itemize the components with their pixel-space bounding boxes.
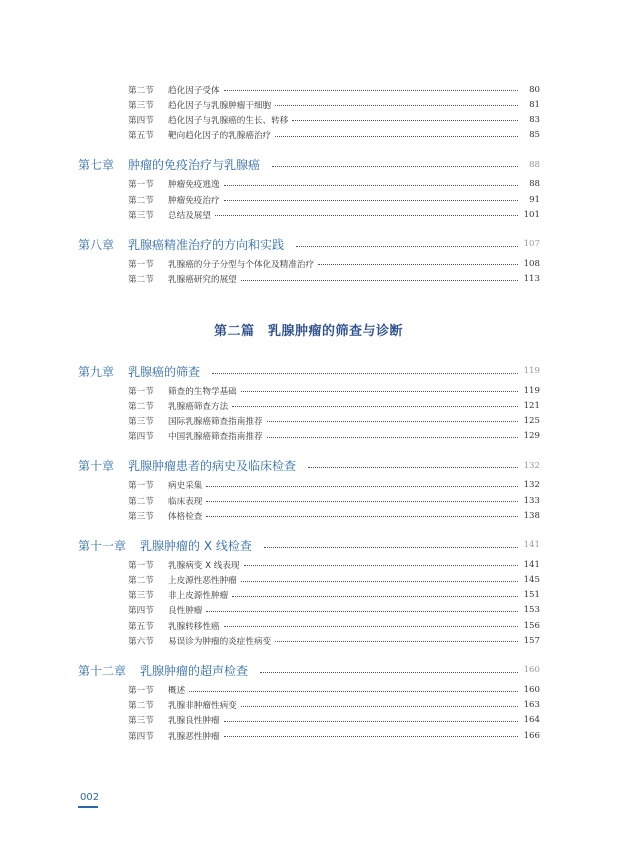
section-title: 乳腺癌筛查方法	[168, 401, 229, 412]
section-page: 164	[523, 715, 540, 726]
section-number: 第二节	[128, 701, 154, 712]
section-number: 第四节	[128, 606, 154, 617]
section-title: 上皮源性恶性肿瘤	[168, 576, 237, 587]
dot-leader	[292, 120, 518, 121]
toc-section[interactable]	[128, 478, 540, 493]
toc-section[interactable]	[128, 97, 540, 112]
section-page: 80	[529, 84, 540, 95]
dot-leader	[264, 547, 518, 548]
section-page: 119	[523, 385, 540, 396]
section-page: 88	[529, 179, 540, 190]
section-title: 乳腺病变 X 线表现	[168, 560, 240, 571]
dot-leader	[272, 166, 518, 167]
section-page: 129	[523, 431, 540, 442]
toc-chapter[interactable]	[78, 660, 540, 680]
section-title: 良性肿瘤	[168, 606, 203, 617]
toc-section[interactable]	[128, 633, 540, 648]
part-title: 第二篇 乳腺肿瘤的筛查与诊断	[213, 324, 403, 339]
section-page: 156	[523, 620, 540, 631]
section-title: 病史采集	[168, 481, 203, 492]
chapter-title: 乳腺肿瘤的超声检查	[140, 663, 249, 678]
dot-leader	[232, 406, 518, 407]
toc-chapter[interactable]	[78, 155, 540, 175]
chapter-title: 肿瘤的免疫治疗与乳腺癌	[128, 158, 261, 173]
section-number: 第二节	[128, 496, 154, 507]
dot-leader	[308, 467, 518, 468]
chapter-title: 乳腺肿瘤的 X 线检查	[140, 538, 252, 553]
section-title: 趋化因子与乳腺癌的生长、转移	[168, 115, 289, 126]
dot-leader	[224, 90, 518, 91]
toc-section[interactable]	[128, 112, 540, 127]
page-number: 002	[80, 792, 100, 803]
section-number: 第三节	[128, 100, 154, 111]
toc-section[interactable]	[128, 557, 540, 572]
section-page: 132	[523, 480, 540, 491]
chapter-number: 第十一章	[78, 538, 127, 553]
chapter-title: 乳腺癌的筛查	[128, 364, 201, 379]
section-title: 乳腺转移性癌	[168, 621, 220, 632]
section-page: 163	[523, 700, 540, 711]
dot-leader	[267, 421, 518, 422]
section-page: 81	[529, 99, 540, 110]
section-number: 第一节	[128, 386, 154, 397]
toc-section[interactable]	[128, 128, 540, 143]
toc-chapter[interactable]	[78, 535, 540, 555]
dot-leader	[241, 280, 518, 281]
toc-section[interactable]	[128, 413, 540, 428]
dot-leader	[318, 264, 518, 265]
dot-leader	[241, 706, 518, 707]
section-page: 160	[523, 685, 540, 696]
dot-leader	[206, 611, 518, 612]
section-title: 乳腺癌的分子分型与个体化及精准治疗	[168, 259, 315, 270]
section-number: 第五节	[128, 131, 154, 142]
dot-leader	[206, 486, 518, 487]
section-number: 第四节	[128, 115, 154, 126]
section-number: 第一节	[128, 481, 154, 492]
section-page: 121	[523, 400, 540, 411]
section-title: 概述	[168, 686, 186, 697]
dot-leader	[275, 136, 518, 137]
section-number: 第二节	[128, 401, 154, 412]
chapter-page: 107	[523, 239, 540, 250]
section-title: 趋化因子与乳腺肿瘤干细胞	[168, 100, 272, 111]
section-title: 筛查的生物学基础	[168, 386, 237, 397]
toc-section[interactable]	[128, 398, 540, 413]
section-number: 第五节	[128, 621, 154, 632]
toc-section[interactable]	[128, 207, 540, 222]
dot-leader	[267, 437, 518, 438]
toc-section[interactable]	[128, 493, 540, 508]
section-title: 临床表现	[168, 496, 203, 507]
section-page: 153	[523, 605, 540, 616]
chapter-number: 第八章	[78, 237, 115, 252]
dot-leader	[232, 596, 518, 597]
section-title: 国际乳腺癌筛查指南推荐	[168, 416, 263, 427]
toc-section[interactable]	[128, 618, 540, 633]
chapter-page: 141	[523, 540, 540, 551]
section-title: 乳腺良性肿瘤	[168, 716, 220, 727]
section-title: 肿瘤免疫逃逸	[168, 180, 220, 191]
section-title: 总结及展望	[168, 210, 211, 221]
dot-leader	[224, 721, 518, 722]
dot-leader	[189, 691, 518, 692]
section-page: 145	[523, 575, 540, 586]
dot-leader	[241, 391, 518, 392]
chapter-number: 第七章	[78, 158, 115, 173]
section-title: 体格检查	[168, 511, 203, 522]
chapter-page: 160	[523, 665, 540, 676]
section-page: 151	[523, 590, 540, 601]
toc-section[interactable]	[128, 177, 540, 192]
dot-leader	[296, 246, 518, 247]
toc-lower	[78, 361, 540, 743]
toc-section[interactable]	[128, 82, 540, 97]
section-page: 133	[523, 495, 540, 506]
section-title: 趋化因子受体	[168, 85, 220, 96]
section-title: 肿瘤免疫治疗	[168, 195, 220, 206]
chapter-number: 第十二章	[78, 663, 127, 678]
section-number: 第二节	[128, 275, 154, 286]
toc-section[interactable]	[128, 682, 540, 697]
section-number: 第三节	[128, 591, 154, 602]
section-number: 第四节	[128, 432, 154, 443]
section-page: 113	[523, 274, 540, 285]
section-page: 108	[523, 258, 540, 269]
section-number: 第一节	[128, 560, 154, 571]
toc-section[interactable]	[128, 573, 540, 588]
toc-section[interactable]	[128, 588, 540, 603]
chapter-page: 132	[523, 460, 540, 471]
chapter-title: 乳腺肿瘤患者的病史及临床检查	[128, 459, 297, 474]
chapter-page: 88	[529, 159, 540, 170]
dot-leader	[206, 501, 518, 502]
chapter-number: 第十章	[78, 459, 115, 474]
toc-section[interactable]	[128, 698, 540, 713]
toc-upper	[78, 82, 540, 287]
dot-leader	[244, 565, 518, 566]
section-number: 第三节	[128, 416, 154, 427]
chapter-number: 第九章	[78, 364, 115, 379]
toc-section[interactable]	[128, 728, 540, 743]
section-page: 85	[529, 130, 540, 141]
section-title: 中国乳腺癌筛查指南推荐	[168, 432, 263, 443]
toc-chapter[interactable]	[78, 361, 540, 381]
dot-leader	[224, 185, 518, 186]
dot-leader	[212, 373, 518, 374]
toc-section[interactable]	[128, 713, 540, 728]
section-number: 第一节	[128, 686, 154, 697]
toc-chapter[interactable]	[78, 456, 540, 476]
toc-section[interactable]	[128, 508, 540, 523]
section-page: 138	[523, 510, 540, 521]
section-title: 乳腺恶性肿瘤	[168, 731, 220, 742]
section-title: 非上皮源性肿瘤	[168, 591, 229, 602]
section-page: 157	[523, 635, 540, 646]
section-title: 乳腺非肿瘤性病变	[168, 701, 237, 712]
chapter-page: 119	[523, 366, 540, 376]
dot-leader	[275, 105, 518, 106]
dot-leader	[241, 581, 518, 582]
section-number: 第四节	[128, 731, 154, 742]
section-title: 乳腺癌研究的展望	[168, 275, 237, 286]
section-title: 靶向趋化因子的乳腺癌治疗	[168, 131, 272, 142]
section-number: 第一节	[128, 180, 154, 191]
toc-section[interactable]	[128, 383, 540, 398]
dot-leader	[275, 641, 518, 642]
dot-leader	[215, 215, 518, 216]
section-page: 141	[523, 559, 540, 570]
section-number: 第二节	[128, 195, 154, 206]
toc-section[interactable]	[128, 429, 540, 444]
section-page: 101	[523, 209, 540, 220]
section-page: 83	[529, 114, 540, 125]
page-number-underline	[78, 806, 98, 808]
toc-section[interactable]	[128, 256, 540, 271]
toc-section[interactable]	[128, 603, 540, 618]
section-number: 第二节	[128, 85, 154, 96]
dot-leader	[224, 736, 518, 737]
section-number: 第三节	[128, 511, 154, 522]
section-page: 125	[523, 415, 540, 426]
dot-leader	[224, 200, 518, 201]
toc-chapter[interactable]	[78, 234, 540, 254]
dot-leader	[260, 672, 518, 673]
section-number: 第二节	[128, 576, 154, 587]
dot-leader	[206, 516, 518, 517]
section-page: 91	[529, 194, 540, 205]
toc-section[interactable]	[128, 272, 540, 287]
section-number: 第六节	[128, 636, 154, 647]
toc-section[interactable]	[128, 192, 540, 207]
dot-leader	[224, 626, 518, 627]
section-title: 易误诊为肿瘤的炎症性病变	[168, 636, 272, 647]
chapter-title: 乳腺癌精准治疗的方向和实践	[128, 237, 285, 252]
section-number: 第三节	[128, 210, 154, 221]
section-page: 166	[523, 730, 540, 741]
section-number: 第一节	[128, 259, 154, 270]
section-number: 第三节	[128, 716, 154, 727]
